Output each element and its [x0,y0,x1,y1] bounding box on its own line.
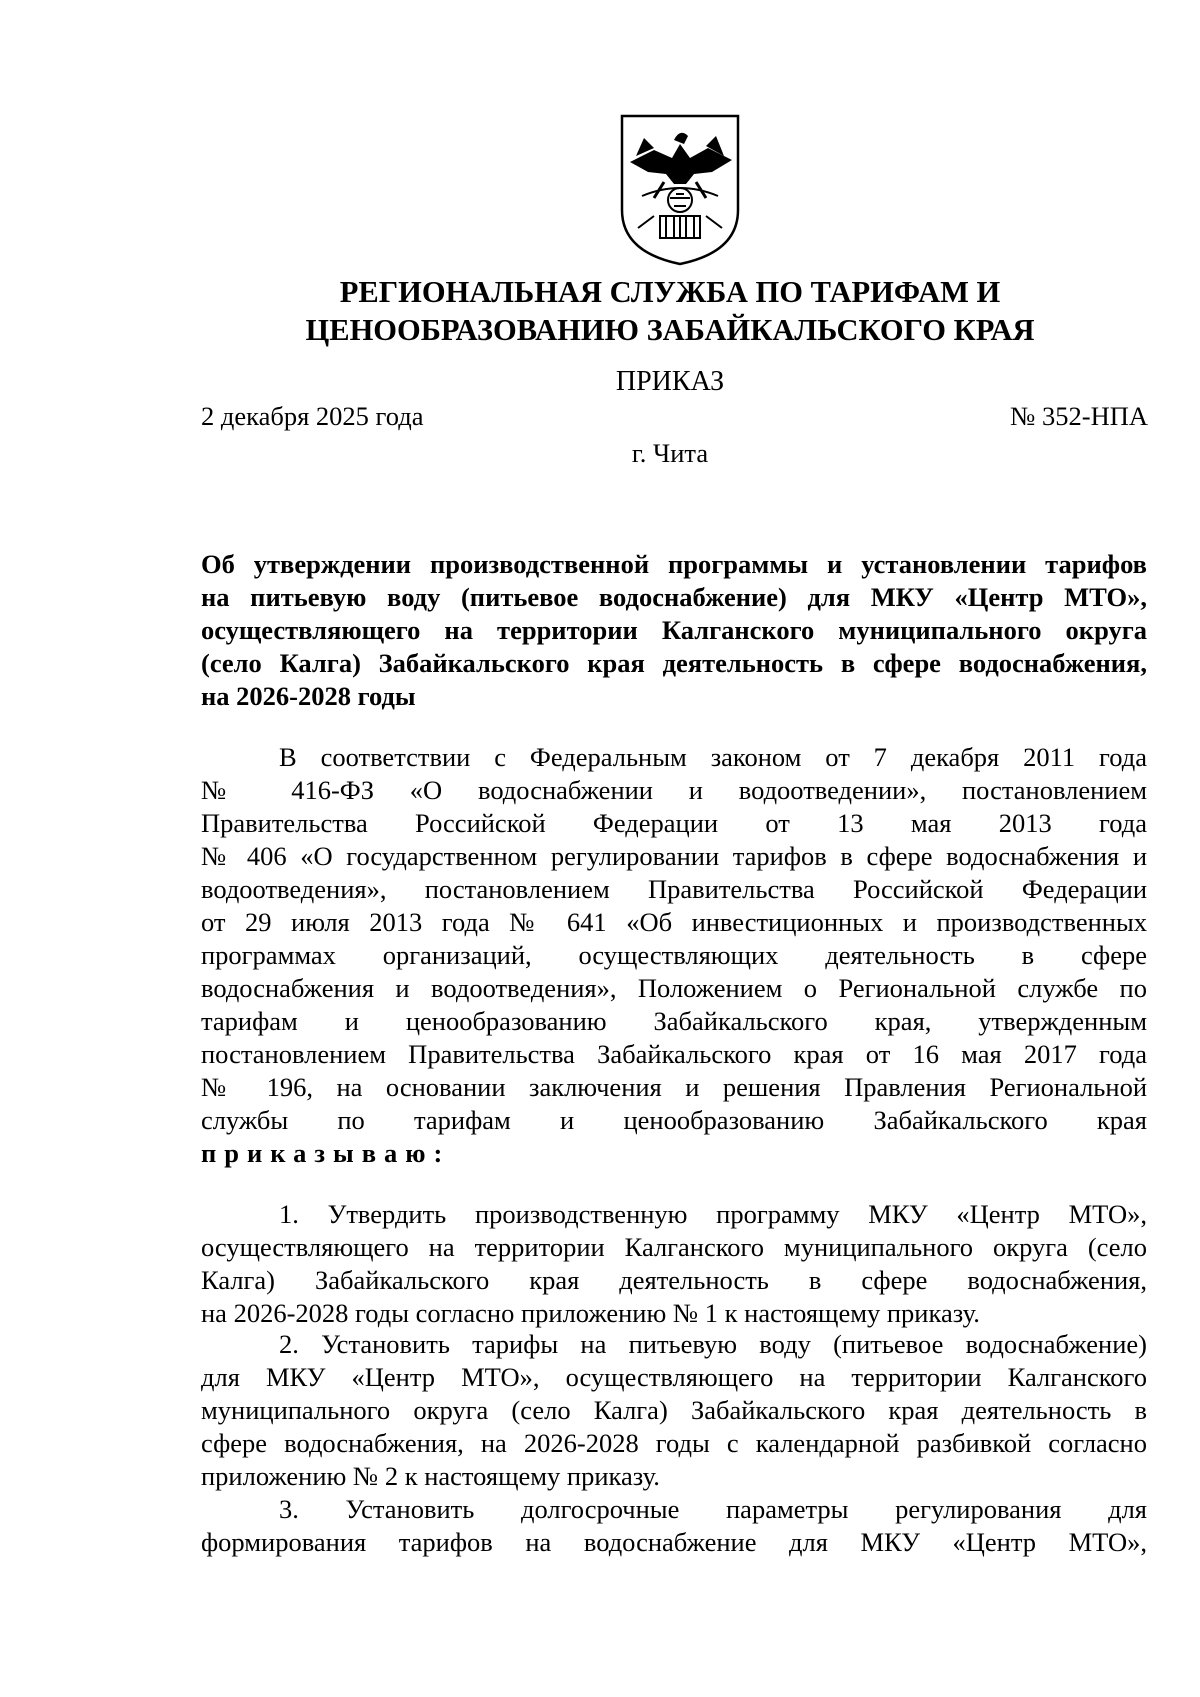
paragraph-line: В соответствии с Федеральным законом от 7 декабря 2011 года [279,742,1147,772]
preamble-paragraph [201,741,1147,1170]
organization-title-line: РЕГИОНАЛЬНАЯ СЛУЖБА ПО ТАРИФАМ И [339,275,1001,309]
order-item-3 [201,1493,1147,1559]
order-date: 2 декабря 2025 года [201,401,424,431]
paragraph-line: Правительства Российской Федерации от 13 мая 2013 года [201,808,1147,838]
paragraph-line: формирования тарифов на водоснабжение для МКУ «Центр МТО», [201,1527,1147,1557]
paragraph-line: осуществляющего на территории Калганского муниципального округа (село [201,1232,1147,1262]
paragraph-line: приложению № 2 к настоящему приказу. [201,1461,660,1491]
order-city: г. Чита [631,438,709,468]
paragraph-line: постановлением Правительства Забайкальского края от 16 мая 2017 года [201,1039,1147,1069]
paragraph-line: Калга) Забайкальского края деятельность в сфере водоснабжения, [201,1265,1147,1295]
paragraph-line: 2. Установить тарифы на питьевую воду (питьевое водоснабжение) [279,1329,1147,1359]
paragraph-line: 1. Утвердить производственную программу МКУ «Центр МТО», [279,1199,1147,1229]
subject-line: осуществляющего на территории Калганского муниципального округа [201,615,1147,645]
order-number: № 352-НПА [1010,401,1148,431]
paragraph-line: № 416-ФЗ «О водоснабжении и водоотведении», постановлением [201,775,1147,805]
coat-of-arms-icon [614,110,746,268]
paragraph-line: на 2026-2028 годы согласно приложению № 1 к настоящему приказу. [201,1298,980,1328]
paragraph-line: муниципального округа (село Калга) Забайкальского края деятельность в [201,1395,1147,1425]
paragraph-line: № 196, на основании заключения и решения Правления Региональной [201,1072,1147,1102]
subject-line: Об утверждении производственной программы и установлении тарифов [201,549,1147,579]
paragraph-line: программах организаций, осуществляющих деятельность в сфере [201,940,1147,970]
subject-line: на питьевую воду (питьевое водоснабжение) для МКУ «Центр МТО», [201,582,1147,612]
paragraph-line: тарифам и ценообразованию Забайкальского края, утвержденным [201,1006,1147,1036]
subject-line: (село Калга) Забайкальского края деятельность в сфере водоснабжения, [201,648,1147,678]
paragraph-line: для МКУ «Центр МТО», осуществляющего на территории Калганского [201,1362,1147,1392]
decree-word: приказываю: [201,1138,451,1168]
document-type: ПРИКАЗ [615,366,725,397]
paragraph-line: № 406 «О государственном регулировании тарифов в сфере водоснабжения и [201,841,1147,871]
order-item-1 [201,1198,1147,1330]
order-item-2 [201,1328,1147,1493]
paragraph-line: от 29 июля 2013 года № 641 «Об инвестиционных и производственных [201,907,1147,937]
paragraph-line: водоснабжения и водоотведения», Положением о Региональной службе по [201,973,1147,1003]
order-subject [201,548,1147,713]
paragraph-line: 3. Установить долгосрочные параметры регулирования для [279,1494,1147,1524]
organization-title-line: ЦЕНООБРАЗОВАНИЮ ЗАБАЙКАЛЬСКОГО КРАЯ [305,313,1035,347]
subject-line: на 2026-2028 годы [201,681,416,711]
paragraph-line: службы по тарифам и ценообразованию Забайкальского края [201,1105,1147,1135]
paragraph-line: сфере водоснабжения, на 2026-2028 годы с календарной разбивкой согласно [201,1428,1147,1458]
paragraph-line: водоотведения», постановлением Правительства Российской Федерации [201,874,1147,904]
organization-title [200,273,1140,349]
